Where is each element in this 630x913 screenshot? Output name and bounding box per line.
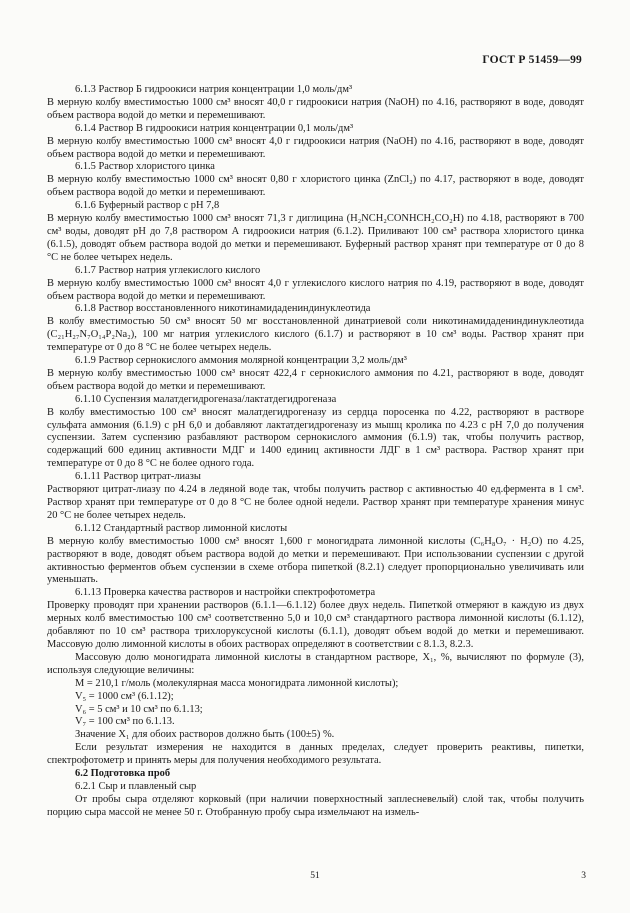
paragraph: В мерную колбу вместимостью 1000 см³ вносят 71,3 г диглицина (H₂NCH₂CONHCH₂CO₂H) по 4.18, растворяют в 700 см³ воды, доводят рН до 7,8 раствором А гидроокиси натрия (6.1.2). Приливают 100 см³ раствора хлористого цинка (6.1.5), доводят объем раствора водой до метки и перемешивают. Буферный раствор хранят при температуре от 0 до 8 °С не более четырех недель.: [47, 213, 584, 263]
paragraph: В мерную колбу вместимостью 1000 см³ вносят 422,4 г сернокислого аммония по 4.21, растворяют в воде, доводят объем раствора водой до метки и перемешивают.: [47, 367, 584, 392]
paragraph: 6.2.1 Сыр и плавленый сыр: [75, 780, 197, 792]
paragraph: 6.1.5 Раствор хлористого цинка: [75, 161, 215, 173]
paragraph: Растворяют цитрат-лиазу по 4.24 в ледяной воде так, чтобы получить раствор с активностью 40 ед.фермента в 1 см³. Раствор хранят при температуре от 0 до 8 °С не более одной недели. Раствор хранят при температуре хранения минус 20 °С не более четырех недель.: [47, 484, 584, 521]
paragraph: Проверку проводят при хранении растворов (6.1.1—6.1.12) более двух недель. Пипеткой отмеряют в каждую из двух мерных колб вместимостью 100 см³ соответственно 5,0 и 10,0 см³ стандартного раствора лимонной кислоты (6.1.12), добавляют по 10 см³ раствора трихлоруксусной кислоты (6.1.1), доводят объем водой до метки и перемешивают. Массовую долю лимонной кислоты в обоих растворах определяют в соответствии с 8.1.3, 8.2.3.: [47, 600, 584, 650]
paragraph: 6.1.3 Раствор Б гидроокиси натрия концентрации 1,0 моль/дм³: [75, 84, 353, 95]
paragraph: 6.1.4 Раствор В гидроокиси натрия концентрации 0,1 моль/дм³: [75, 122, 354, 134]
paragraph: Значение X₁ для обоих растворов должно быть (100±5) %.: [75, 729, 335, 741]
paragraph: Массовую долю моногидрата лимонной кислоты в стандартном растворе, X₁, %, вычисляют по формуле (3), используя следующие величины:: [47, 651, 584, 676]
paragraph: В мерную колбу вместимостью 1000 см³ вносят 0,80 г хлористого цинка (ZnCl₂) по 4.17, растворяют в воде, доводят объем раствора водой до метки и перемешивают.: [47, 174, 584, 199]
paragraph: В мерную колбу вместимостью 1000 см³ вносят 4,0 г углекислого кислого натрия по 4.19, растворяют в воде, доводят объем раствора водой до метки и перемешивают.: [47, 277, 584, 302]
paragraph: 6.1.12 Стандартный раствор лимонной кислоты: [75, 522, 288, 534]
paragraph: V₇ = 100 см³ по 6.1.13.: [75, 716, 175, 728]
paragraph: 6.1.7 Раствор натрия углекислого кислого: [75, 264, 261, 276]
sheet-number: 3: [581, 871, 586, 881]
paragraph: 6.1.13 Проверка качества растворов и настройки спектрофотометра: [75, 587, 376, 599]
paragraph: В мерную колбу вместимостью 1000 см³ вносят 1,600 г моногидрата лимонной кислоты (C₆H₈O₇ · H₂O) по 4.25, растворяют в воде, доводят объем раствора водой до метки и перемешивают. При использовании суспензии с другой активностью ферментов объем суспензии в схеме отбора пипеткой (8.2.1) следует пропорционально увеличивать или уменьшать.: [47, 535, 584, 586]
paragraph: 6.1.9 Раствор сернокислого аммония молярной концентрации 3,2 моль/дм³: [75, 355, 407, 367]
paragraph: 6.1.8 Раствор восстановленного никотинамидадениндинуклеотида: [75, 303, 371, 315]
paragraph: Если результат измерения не находится в данных пределах, следует проверить реактивы, пипетки, спектрофотометр и принять меры для получения необходимого результата.: [47, 742, 584, 767]
document-body: [47, 84, 584, 820]
paragraph: 6.1.10 Суспензия малатдегидрогеназа/лактатдегидрогеназа: [75, 393, 337, 405]
paragraph: V₅ = 1000 см³ (6.1.12);: [75, 690, 174, 702]
paragraph: В колбу вместимостью 50 см³ вносят 50 мг восстановленной динатриевой соли никотинамидадениндинуклеотида (C₂₁H₂₇N₇O₁₄P₂Na₂), 100 мг натрия углекислого кислого (6.1.7) и растворяют в 10 см³ воды. Раствор хранят при температуре от 0 до 8 °С не более четырех недель.: [47, 316, 584, 354]
section-heading: 6.2 Подготовка проб: [75, 768, 171, 780]
page-number: 51: [310, 871, 320, 881]
paragraph: 6.1.6 Буферный раствор с рН 7,8: [75, 200, 220, 212]
document-code: ГОСТ Р 51459—99: [482, 54, 582, 66]
paragraph: V₆ = 5 см³ и 10 см³ по 6.1.13;: [75, 703, 203, 715]
paragraph: 6.1.11 Раствор цитрат-лиазы: [75, 471, 201, 483]
paragraph: В мерную колбу вместимостью 1000 см³ вносят 4,0 г гидроокиси натрия (NaOH) по 4.16, растворяют в воде, доводят объем раствора водой до метки и перемешивают.: [47, 135, 584, 160]
paragraph: От пробы сыра отделяют корковый (при наличии поверхностный заплесневелый) слой так, чтобы получить порцию сыра массой не менее 50 г. Отобранную пробу сыра измельчают на измель-: [47, 793, 584, 818]
paragraph: M = 210,1 г/моль (молекулярная масса моногидрата лимонной кислоты);: [75, 677, 399, 689]
paragraph: В мерную колбу вместимостью 1000 см³ вносят 40,0 г гидроокиси натрия (NaOH) по 4.16, растворяют в воде, доводят объем раствора водой до метки и перемешивают.: [47, 96, 584, 121]
paragraph: В колбу вместимостью 100 см³ вносят малатдегидрогеназу из сердца поросенка по 4.22, растворяют в растворе сульфата аммония (6.1.9) с рН 6,0 и добавляют лактатдегидрогеназу из мышц кролика по 4.23 с рН 7,0 до получения суспензии. Затем суспензию разбавляют раствором сернокислого аммония (6.1.9) так, чтобы получить раствор, содержащий 600 единиц активности МДГ и 1400 единиц активности ЛДГ в 1 см³ раствора. Раствор хранят при температуре от 0 до 8 °С не более одного года.: [47, 406, 584, 470]
